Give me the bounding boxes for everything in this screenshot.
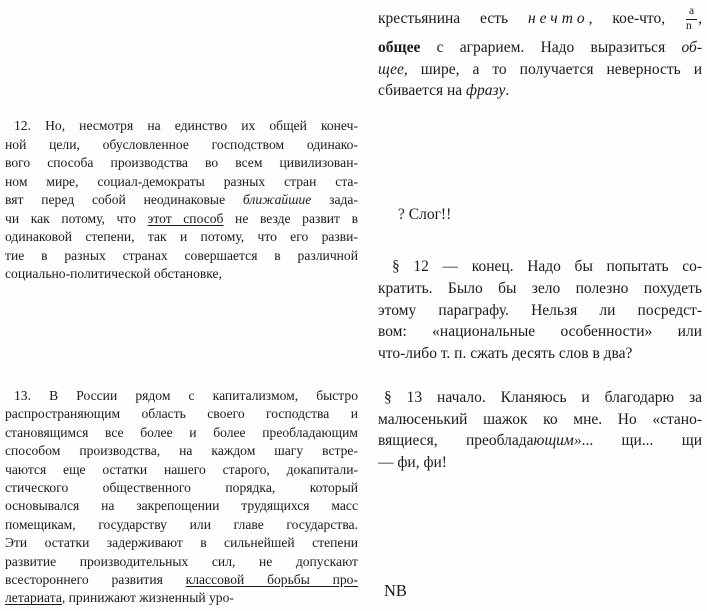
text-segment: ной цели, обусловленное господством одинако- (5, 136, 358, 152)
text-line (378, 278, 702, 300)
text-segment: Эти остатки задерживают в сильнейшей степени (5, 535, 358, 551)
text-line (378, 321, 702, 343)
text-segment: § 13 начало. Кланяюсь и благодарю за (384, 389, 702, 406)
text-segment: , кое-что, (588, 10, 686, 27)
text-line (5, 173, 358, 192)
text-line (378, 59, 702, 81)
text-segment: становящимся все более и более преобладающим (5, 424, 358, 440)
text-segment: не везде развит в (223, 210, 358, 226)
text-line (5, 442, 358, 460)
text-segment: этому параграфу. Нельзя ли посредст- (378, 301, 702, 319)
text-line (5, 516, 358, 534)
margin-note-para-12 (378, 256, 702, 365)
fraction-numerator: a (686, 6, 697, 20)
text-line (5, 497, 358, 515)
text-segment: социально-политической обстановке, (5, 266, 222, 281)
text-segment: ближайшие (242, 192, 312, 207)
fraction-a-n (686, 6, 697, 32)
text-segment: , (698, 10, 702, 27)
text-line (5, 247, 358, 266)
text-segment: фразу (466, 82, 506, 99)
text-segment: всестороннего развития (5, 572, 186, 588)
text-line (5, 210, 358, 229)
text-line (378, 256, 702, 278)
text-line (5, 117, 358, 136)
text-line (5, 571, 358, 589)
text-line (5, 461, 358, 479)
text-segment: стического общественного порядка, который (5, 480, 358, 496)
text-segment: , принижают жизненный уро- (61, 590, 234, 606)
text-line (5, 424, 358, 442)
margin-note-slog (378, 204, 707, 226)
fraction-denominator: n (686, 19, 692, 32)
text-segment: ... щи... щи (581, 432, 702, 449)
text-segment: щее, (378, 60, 408, 78)
text-segment: основывался на закрепощении трудящихся масс (5, 498, 358, 514)
text-line (5, 589, 358, 607)
text-line (5, 553, 358, 571)
draft-paragraph-12 (5, 117, 358, 284)
slog-text: ? Слог!! (398, 206, 452, 223)
text-segment: тие в разных странах совершается в различной (5, 247, 358, 263)
text-segment: . (505, 82, 510, 99)
text-line (5, 534, 358, 552)
margin-note-continuation (378, 0, 702, 102)
text-segment: развитие производительных сил, не допускают (5, 553, 358, 569)
text-segment: одинаковой степени, так и потому, что его разви- (5, 229, 358, 244)
text-segment: кратить. Было бы зело полезно похудеть (378, 279, 702, 297)
text-line (5, 265, 358, 284)
text-segment: 12. Но, несмотря на единство их общей конеч- (14, 118, 358, 133)
text-segment: крестьянина есть (378, 10, 528, 27)
text-segment: 13. В России рядом с капитализмом, быстро (14, 388, 358, 403)
text-segment: этот способ (147, 210, 224, 226)
text-segment: общее (378, 39, 421, 56)
text-segment: что-либо т. п. сжать десять слов в два? (378, 345, 633, 363)
text-line (5, 154, 358, 173)
text-segment: помещикам, государству или главе государства. (5, 516, 358, 532)
text-line (378, 343, 702, 365)
text-line (5, 191, 358, 210)
text-line (378, 300, 702, 322)
text-segment: шире, а то получается неверность и (407, 60, 702, 78)
text-line (378, 430, 702, 452)
text-line (5, 228, 358, 247)
text-line (5, 479, 358, 497)
text-segment: § 12 — конец. Надо бы попытать со- (392, 258, 702, 275)
text-segment: ющим» (533, 432, 582, 449)
text-line (5, 405, 358, 423)
text-segment: чаются еще остатки нашего старого, докапитали- (5, 461, 358, 477)
text-segment: вят перед собой неодинаковые (5, 192, 243, 207)
text-segment: зада- (311, 192, 358, 207)
text-segment: вого способа производства во всем цивилизован- (5, 155, 358, 170)
text-segment: об- (681, 39, 702, 56)
text-line (378, 387, 702, 409)
text-segment: летариата (5, 590, 62, 606)
text-line (378, 80, 702, 102)
text-line (5, 387, 358, 405)
nb-mark (384, 581, 407, 601)
text-segment: вящиеся, преоблада (378, 432, 534, 449)
text-line (378, 452, 702, 474)
text-segment: способом производства, на каждом шагу встре- (5, 443, 358, 459)
text-segment: малюсенький шажок ко мне. Но «стано- (378, 410, 702, 428)
text-segment: классовой борьбы про- (185, 572, 359, 588)
text-line (5, 136, 358, 155)
text-segment: с аграрием. Надо выразиться (420, 39, 682, 56)
text-segment: вом: «национальные особенности» или (378, 323, 702, 341)
margin-note-para-13 (378, 387, 702, 473)
text-segment: — фи, фи! (378, 453, 447, 471)
text-segment: чи как потому, что (5, 210, 148, 226)
text-segment: нечто (527, 10, 589, 27)
text-line (378, 409, 702, 431)
text-segment: ном мире, социал-демократы разных стран ста- (5, 173, 358, 189)
text-segment: распространяющим область своего господства и (5, 406, 358, 422)
text-line (378, 37, 702, 59)
text-line (378, 0, 702, 37)
draft-paragraph-13 (5, 387, 358, 608)
text-segment: сбивается на (378, 82, 467, 99)
nb-text: NB (384, 581, 407, 600)
